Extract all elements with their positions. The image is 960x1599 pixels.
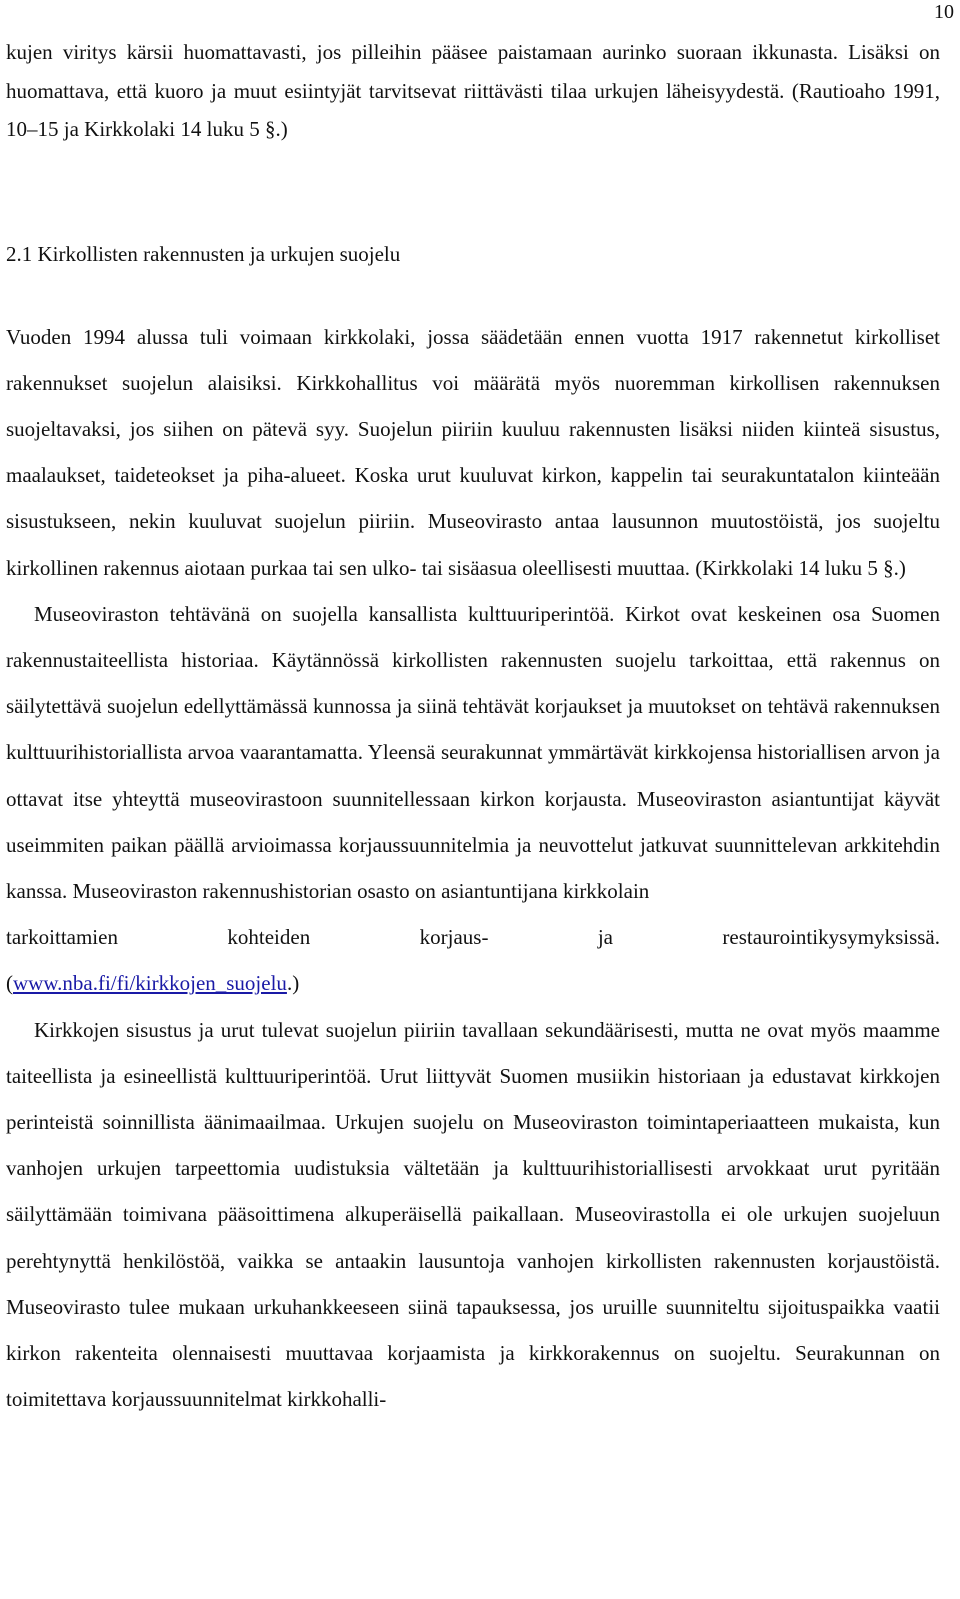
paragraph-2-reference — [6, 960, 940, 1006]
paragraph-1: Vuoden 1994 alussa tuli voimaan kirkkolaki, jossa säädetään ennen vuotta 1917 rakennetut kirkolliset rakennukset suojelun alaisiksi. Kirkkohallitus voi määrätä myös nuoremman kirkollisen rakennuksen suojeltavaksi, jos siihen on pätevä syy. Suojelun piiriin kuuluu rakennusten lisäksi niiden kiinteä sisustus, maalaukset, taideteokset ja piha-alueet. Koska urut kuuluvat kirkon, kappelin tai seurakuntatalon kiinteään sisustukseen, nekin kuuluvat suojelun piiriin. Museovirasto antaa lausunnon muutostöistä, jos suojeltu kirkollinen rakennus aiotaan purkaa tai sen ulko- tai sisäasua oleellisesti muuttaa. (Kirkkolaki 14 luku 5 §.) — [6, 324, 940, 580]
paragraph-2-sparse-line: tarkoittamien kohteiden korjaus- ja restaurointikysymyksissä. — [6, 925, 940, 950]
paragraph-2-text: Museoviraston tehtävänä on suojella kansallista kulttuuriperintöä. Kirkot ovat keskeinen osa Suomen rakennustaiteellista historiaa. Käytännössä kirkollisten rakennusten suojelu tarkoittaa, että rakennus on säilytettävä suojelun edellyttämässä kunnossa ja siinä tehtävät korjaukset ja muutokset on tehtävä rakennuksen kulttuurihistoriallista arvoa vaarantamatta. Yleensä seurakunnat ymmärtävät kirkkojensa historiallisen arvon ja ottavat itse yhteyttä museovirastoon suunnitellessaan kirkon korjausta. Museoviraston asiantuntijat käyvät useimmiten paikan päällä arvioimassa korjaussuunnitelmia ja neuvottelut jatkuvat suunnittelevan arkkitehdin kanssa. Museoviraston rakennushistorian osasto on asiantuntijana kirkkolain — [6, 601, 940, 903]
paragraph-2 — [6, 591, 940, 914]
intro-paragraph: kujen viritys kärsii huomattavasti, jos pilleihin pääsee paistamaan aurinko suoraan ikkunasta. Lisäksi on huomattava, että kuoro ja muut esiintyjät tarvitsevat riittävästi tilaa urkujen läheisyydestä. (Rautioaho 1991, 10–15 ja Kirkkolaki 14 luku 5 §.) — [6, 40, 940, 141]
page-number: 10 — [934, 1, 954, 23]
reference-open: ( — [6, 971, 13, 996]
document-body — [6, 33, 940, 1422]
section-heading: 2.1 Kirkollisten rakennusten ja urkujen suojelu — [6, 241, 401, 266]
reference-link[interactable]: www.nba.fi/fi/kirkkojen_suojelu — [13, 971, 287, 996]
reference-close: .) — [286, 971, 300, 996]
paragraph-3: Kirkkojen sisustus ja urut tulevat suojelun piiriin tavallaan sekundäärisesti, mutta ne ovat myös maamme taiteellista ja esineellistä kulttuuriperintöä. Urut liittyvät Suomen musiikin historiaan ja edustavat kirkkojen perinteistä soinnillista äänimaailmaa. Urkujen suojelu on Museoviraston toimintaperiaatteen mukaista, kun vanhojen urkujen tarpeettomia uudistuksia vältetään ja kulttuurihistoriallisesti arvokkaat urut pyritään säilyttämään toimivana pääsoittimena alkuperäisellä paikallaan. Museovirastolla ei ole urkujen suojeluun perehtynyttä henkilöstöä, vaikka se antaakin lausuntoja vanhojen kirkollisten rakennusten korjaustöistä. Museovirasto tulee mukaan urkuhankkeeseen siinä tapauksessa, jos uruille suunniteltu sijoituspaikka vaatii kirkon rakenteita olennaisesti muuttavaa korjaamista ja kirkkorakennus on suojeltu. Seurakunnan on toimitettava korjaussuunnitelmat kirkkohalli- — [6, 1017, 940, 1412]
